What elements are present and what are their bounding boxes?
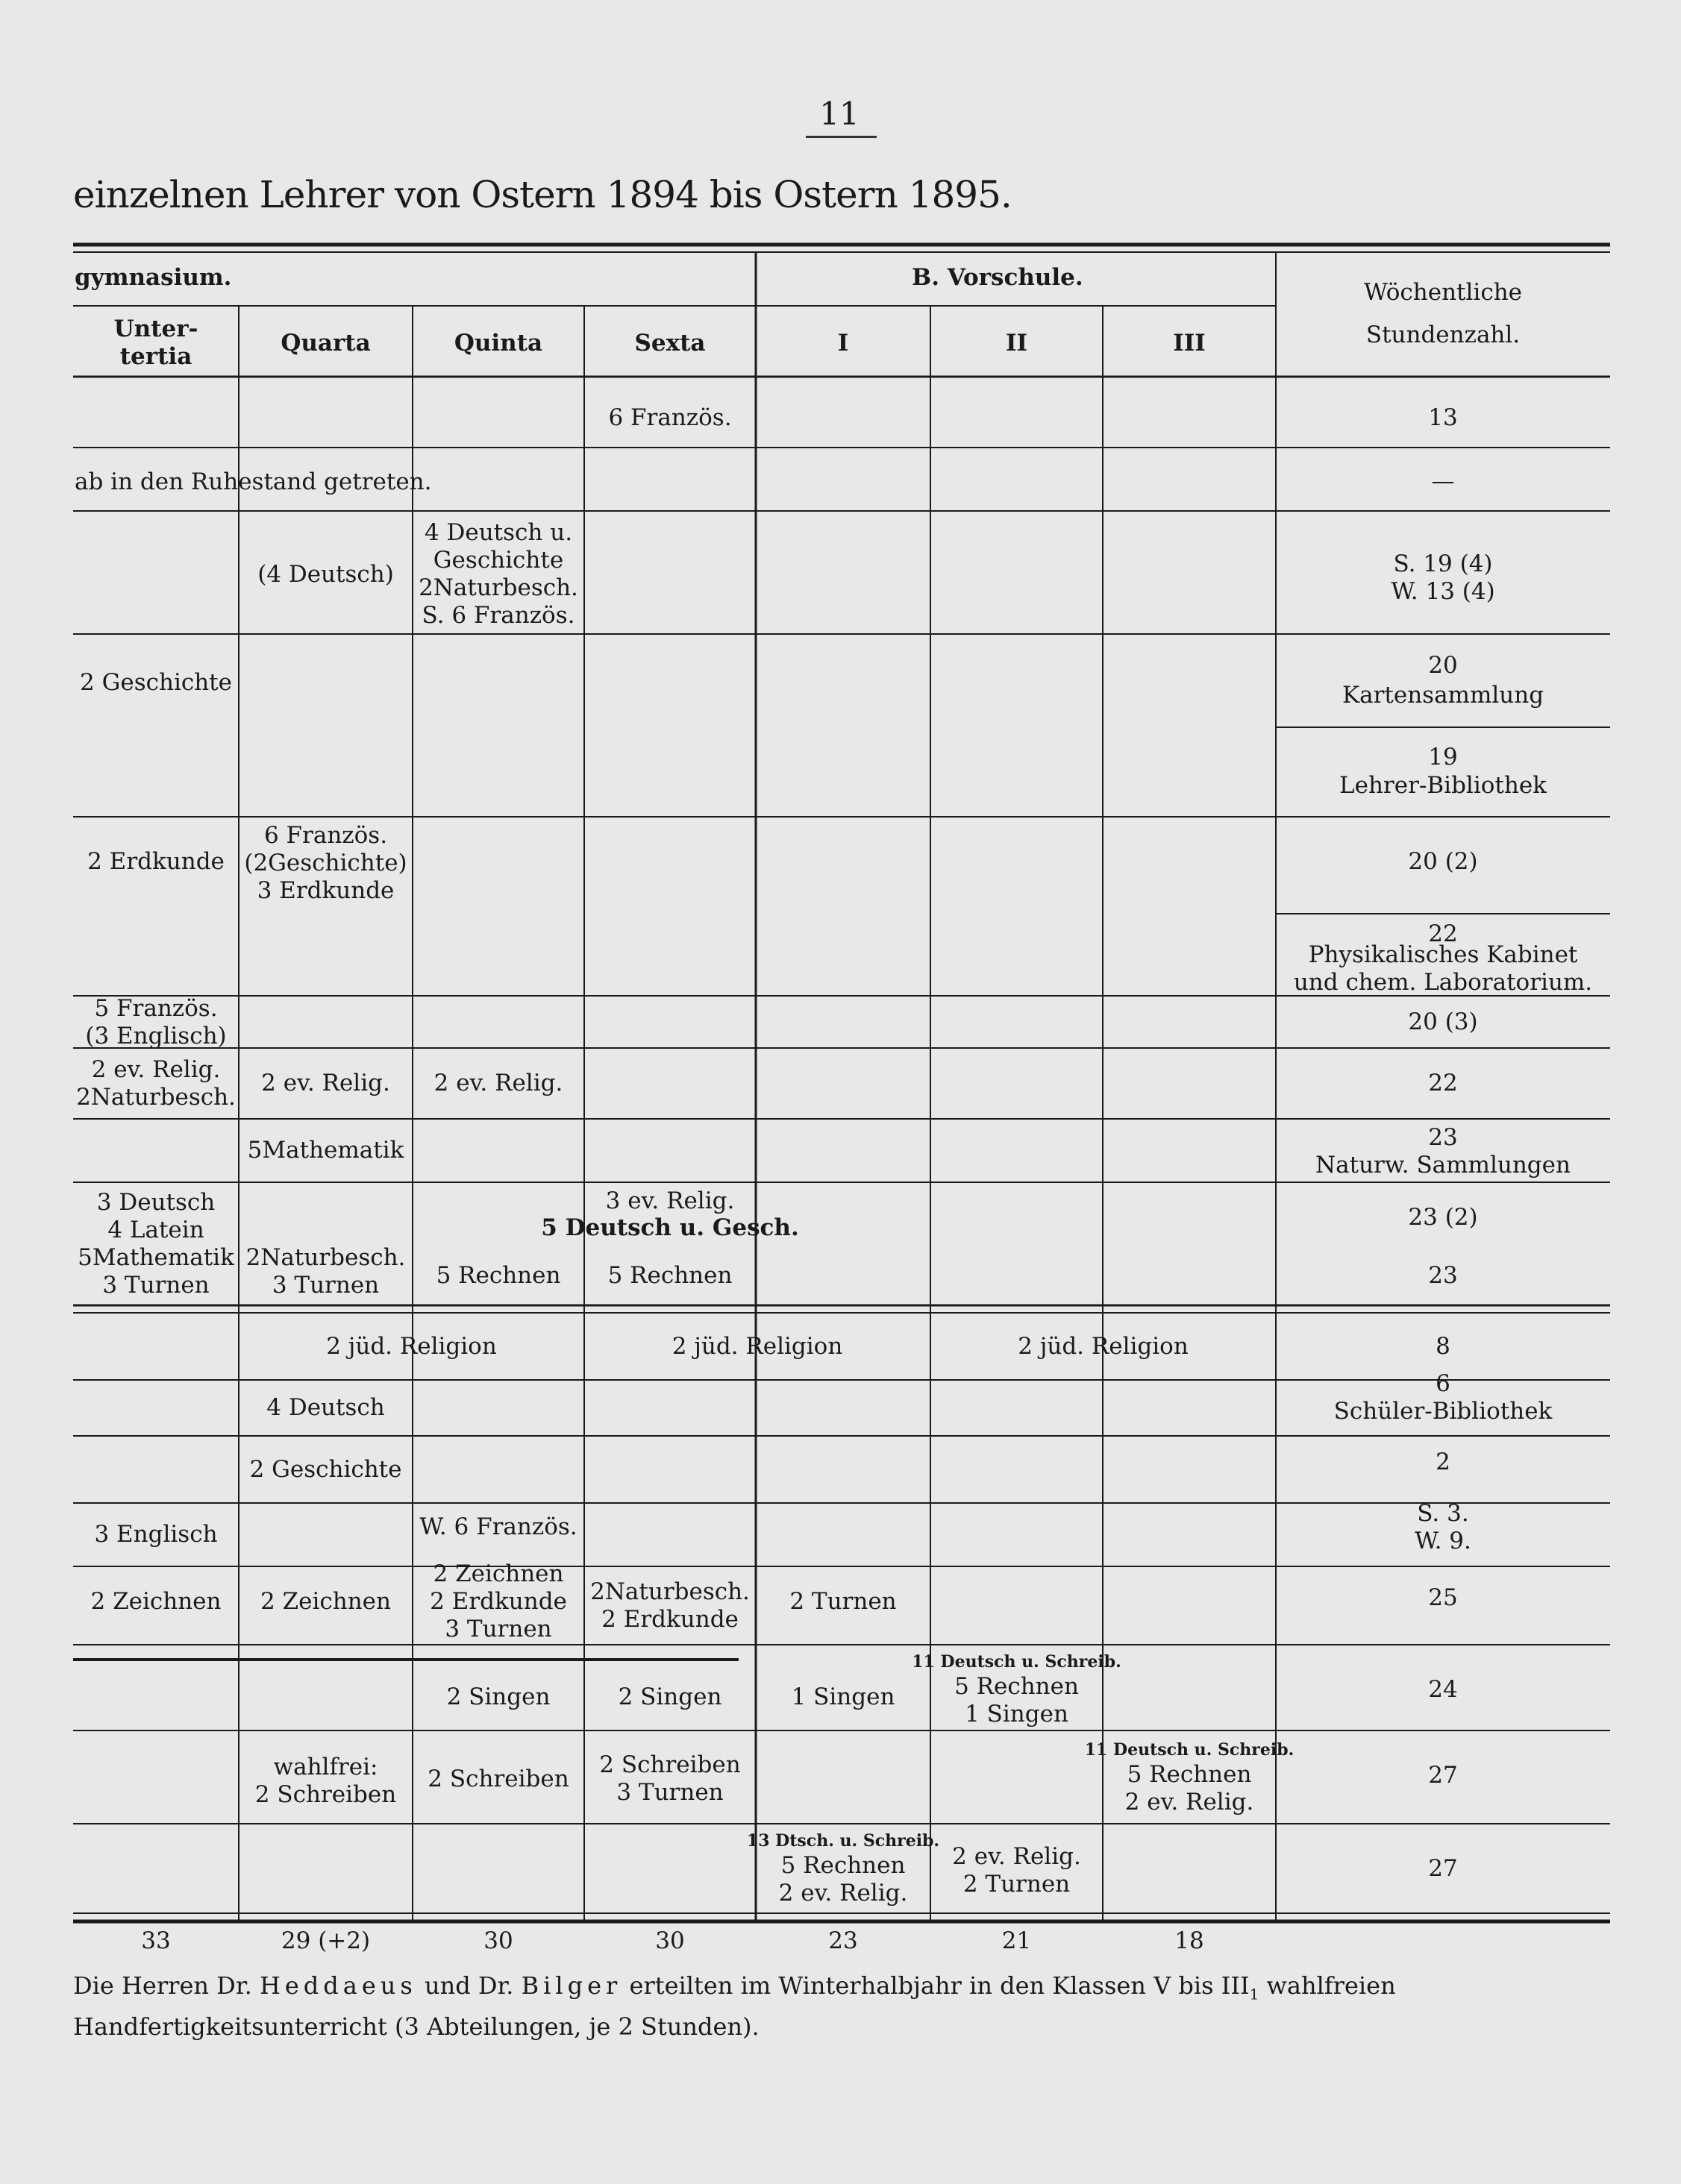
col-header-sexta: Sexta [634,329,706,357]
label-physikalisches-kabinet [1276,941,1610,997]
cell-r19-vs1-line: 13 Dtsch. u. Schreib. [746,1831,940,1851]
cell-r1-total: 13 [1428,404,1458,431]
cell-r17-vs2-line: 11 Deutsch u. Schreib. [912,1652,1121,1672]
footnote-name2: Bilger [521,1971,622,2000]
cell-r3-quarta: (4 Deutsch) [257,560,394,588]
cell-r11-quinta: 5 Rechnen [436,1261,561,1289]
footnote-post2: wahlfreien Handfertigkeitsunterricht (3 Abteilungen, je 2 Stunden). [73,1971,1396,2042]
footnote-name1: Heddaeus [259,1971,417,2000]
header-woechentliche: Wöchentliche [1363,279,1523,306]
cell-r17-vs2-line: 1 Singen [965,1701,1068,1728]
cell-r6-quarta-line: 6 Französ. [263,822,388,849]
footnote [73,1969,1610,2043]
cell-r11-line: 3 Deutsch [96,1189,216,1216]
cell-r11-line: 5Mathematik [78,1244,234,1271]
cell-r17-vs2-line: 5 Rechnen [954,1673,1079,1700]
cell-r11-line: 4 Latein [107,1217,204,1243]
cell-r19-vs2-line: 2 Turnen [962,1870,1071,1898]
cell-r15-total-s: S. 3. [1417,1499,1469,1527]
cell-r10-total: 23 [1428,1123,1458,1151]
cell-r18-sexta-line: 2 Schreiben [599,1751,741,1778]
cell-r15-untertertia: 3 Englisch [94,1521,218,1548]
cell-r6-quarta-line: (2Geschichte) [244,850,407,876]
cell-r11-total-a: 23 (2) [1408,1203,1478,1231]
cell-r16-sexta-line: 2 Erdkunde [601,1605,739,1633]
cell-r9-untertertia [73,1052,239,1115]
cell-r19-vs2-line: 2 ev. Relig. [952,1842,1081,1870]
total-quinta: 30 [483,1927,513,1954]
total-untertertia: 33 [141,1927,171,1954]
cell-r10-quarta: 5Mathematik [247,1137,404,1164]
footnote-pre: Die Herren Dr. [73,1971,252,2000]
cell-r3-total [1276,537,1610,619]
cell-r6-total: 20 (2) [1408,847,1478,875]
cell-r18-vs3-line: 11 Deutsch u. Schreib. [1084,1739,1295,1760]
cell-r19-vs2 [930,1839,1103,1902]
cell-r18-vs3-line: 5 Rechnen [1127,1760,1252,1788]
cell-r16-sexta [584,1574,756,1637]
col-header-quarta: Quarta [281,329,371,357]
footnote-mid: und Dr. [424,1971,514,2000]
footnote-post: erteilten im Winterhalbjahr in den Klassen V bis III [629,1971,1250,2000]
cell-r4-total: 20 [1428,651,1458,679]
cell-r18-quarta [239,1749,413,1813]
cell-r16-quinta-line: 2 Erdkunde [430,1588,567,1615]
cell-r6-quarta [239,817,413,910]
cell-r16-sexta-line: 2Naturbesch. [590,1578,750,1605]
cell-r11-untertertia [73,1184,239,1304]
cell-r3-quinta-line: 2Naturbesch. [419,574,578,601]
cell-r16-vs1: 2 Turnen [789,1588,897,1615]
cell-r1-sexta: 6 Französ. [608,404,732,431]
cell-r16-quinta-line: 3 Turnen [445,1616,552,1642]
cell-r15-total-w: W. 9. [1415,1527,1471,1554]
cell-r11-sexta-relig: 3 ev. Relig. [605,1187,735,1214]
cell-r4-untertertia: 2 Geschichte [80,668,232,696]
cell-r18-quinta: 2 Schreiben [428,1765,569,1792]
col-header-untertertia-line2: tertia [119,343,192,370]
col-header-untertertia [73,313,239,373]
cell-r16-quarta: 2 Zeichnen [260,1588,391,1615]
cell-r17-sexta: 2 Singen [618,1683,722,1710]
cell-r18-quarta-line: 2 Schreiben [254,1780,397,1808]
cell-r16-quinta-line: 2 Zeichnen [433,1560,564,1587]
cell-r19-vs1-line: 2 ev. Relig. [778,1880,908,1907]
header-stundenzahl: Stundenzahl. [1365,321,1521,348]
cell-r15-total [1276,1496,1610,1559]
cell-r16-total: 25 [1428,1584,1458,1611]
label-schueler-bibliothek: Schüler-Bibliothek [1333,1397,1553,1425]
col-header-untertertia-line1: Unter- [113,316,198,342]
cell-r14-total: 2 [1436,1448,1450,1475]
cell-r11-total-b: 23 [1428,1261,1458,1289]
cell-r9-line: 2 ev. Relig. [91,1055,221,1083]
cell-r3-total-w: W. 13 (4) [1391,578,1495,605]
cell-r13-quarta: 4 Deutsch [266,1394,385,1421]
label-naturw-sammlungen: Naturw. Sammlungen [1315,1151,1571,1179]
label-kartensammlung: Kartensammlung [1342,681,1544,709]
cell-r11-quarta [239,1242,413,1302]
cell-r9-quinta: 2 ev. Relig. [433,1070,563,1096]
cell-r5-total: 19 [1428,743,1458,771]
cell-r8-total: 20 (3) [1408,1008,1478,1035]
cell-r9-total: 22 [1428,1070,1458,1096]
cell-r3-quinta-line: S. 6 Französ. [422,602,575,629]
cell-r13-total: 6 [1436,1369,1450,1397]
cell-r3-total-s: S. 19 (4) [1393,550,1493,577]
page-number: 11 [819,95,860,132]
total-vs2: 21 [1001,1927,1032,1954]
total-vs1: 23 [828,1927,858,1954]
cell-r2-note: ab in den Ruhestand getreten. [75,468,432,495]
group-header-vorschule: B. Vorschule. [912,264,1083,291]
cell-r17-vs1: 1 Singen [791,1683,895,1710]
cell-r3-quinta-line: 4 Deutsch u. [424,519,573,546]
cell-r18-sexta [584,1749,756,1809]
cell-r17-total: 24 [1428,1675,1458,1703]
cell-r12-jued-3: 2 jüd. Religion [1018,1332,1189,1360]
cell-r16-untertertia: 2 Zeichnen [90,1588,222,1615]
col-header-vorschule-iii: III [1173,329,1206,357]
cell-r8-line: (3 Englisch) [85,1023,227,1049]
cell-r3-quinta [413,515,584,634]
cell-r6-quarta-line: 3 Erdkunde [257,877,395,904]
cell-r2-total: — [1431,467,1455,495]
col-header-vorschule-i: I [837,329,849,357]
cell-r12-jued-1: 2 jüd. Religion [326,1332,497,1360]
total-quarta: 29 (+2) [281,1927,371,1954]
cell-r7-total: 22 [1428,920,1458,947]
cell-r14-quarta: 2 Geschichte [249,1455,402,1483]
cell-r19-vs1-line: 5 Rechnen [780,1852,906,1879]
cell-r8-line: 5 Französ. [94,995,218,1022]
group-header-gymnasium: gymnasium. [75,264,232,291]
cell-r6-untertertia: 2 Erdkunde [87,847,225,875]
total-sexta: 30 [655,1927,685,1954]
cell-r11-sexta-deutsch: 5 Deutsch u. Gesch. [541,1214,799,1241]
footnote-subscript: 1 [1249,1985,1259,2003]
cell-r16-quinta [413,1559,584,1645]
label-lehrer-bibliothek: Lehrer-Bibliothek [1339,771,1547,799]
cell-r11-sexta-rechnen: 5 Rechnen [607,1261,733,1289]
cell-r12-jued-2: 2 jüd. Religion [672,1332,843,1360]
cell-r18-vs3-line: 2 ev. Relig. [1124,1788,1254,1816]
col-header-quinta: Quinta [454,329,543,357]
cell-r19-total: 27 [1428,1854,1458,1882]
col-header-vorschule-ii: II [1005,329,1027,357]
cell-r18-sexta-line: 3 Turnen [616,1779,724,1806]
cell-r15-quinta: W. 6 Französ. [419,1513,577,1540]
cell-r18-quarta-line: wahlfrei: [273,1753,378,1780]
page-heading: einzelnen Lehrer von Ostern 1894 bis Ostern 1895. [73,173,1012,216]
total-vs3: 18 [1174,1927,1204,1954]
cell-r18-total: 27 [1428,1761,1458,1789]
cell-r3-quinta-line: Geschichte [433,547,564,574]
cell-r19-vs1 [746,1827,940,1910]
cell-r9-line: 2Naturbesch. [76,1083,236,1111]
cell-r11-line: 3 Turnen [102,1272,210,1299]
cell-r11-quarta-line: 3 Turnen [272,1272,380,1299]
cell-r17-quinta: 2 Singen [446,1683,551,1710]
cell-r17-vs2 [912,1648,1121,1730]
cell-r9-quarta: 2 ev. Relig. [261,1070,390,1096]
cell-r11-quarta-line: 2Naturbesch. [245,1244,406,1271]
label-physik-line1: Physikalisches Kabinet [1308,941,1578,968]
cell-r8-untertertia [73,997,239,1048]
cell-r18-vs3 [1084,1734,1295,1820]
label-physik-line2: und chem. Laboratorium. [1293,969,1593,996]
cell-r12-total: 8 [1436,1332,1450,1360]
